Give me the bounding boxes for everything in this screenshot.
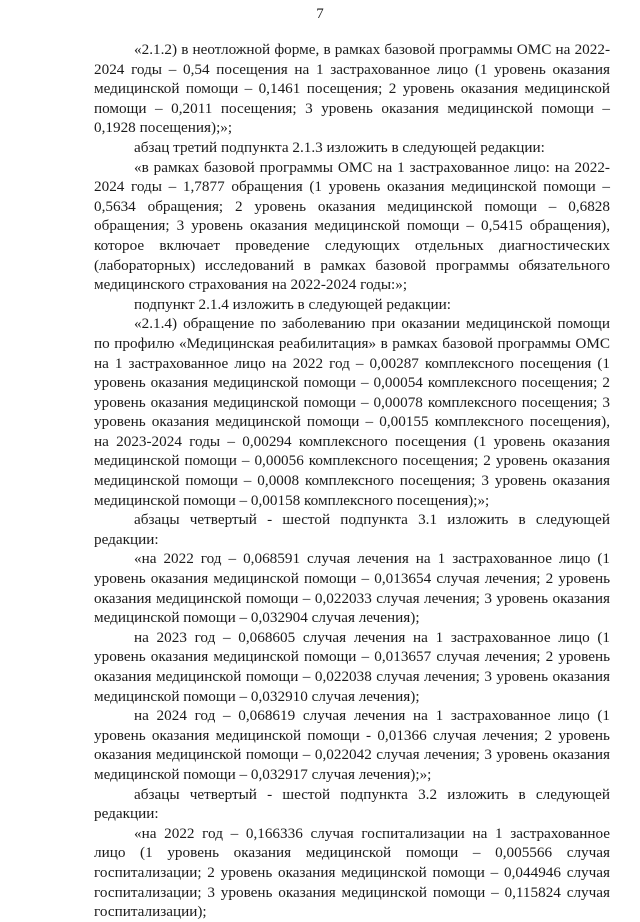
page-number: 7	[316, 6, 324, 22]
paragraph: «2.1.2) в неотложной форме, в рамках базовой программы ОМС на 2022-2024 годы – 0,54 посещения на 1 застрахованное лицо (1 уровень оказания медицинской помощи – 0,1461 посещения; 2 уровень оказания медицинской помощи – 0,2011 посещения; 3 уровень оказания медицинской помощи – 0,1928 посещения);»;	[94, 41, 610, 137]
paragraph: абзацы четвертый - шестой подпункта 3.2 изложить в следующей редакции:	[94, 785, 610, 823]
paragraph: «в рамках базовой программы ОМС на 1 застрахованное лицо: на 2022-2024 годы – 1,7877 обращения (1 уровень оказания медицинской помощи – 0,5634 обращения; 2 уровень оказания медицинской помощи – 0,6828 обращения; 3 уровень оказания медицинской помощи – 0,5415 обращения), которое включает проведение следующих отдельных диагностических (лабораторных) исследований в рамках базовой программы обязательного медицинского страхования на 2022-2024 годы:»;	[94, 158, 610, 294]
paragraph: абзац третий подпункта 2.1.3 изложить в следующей редакции:	[134, 138, 545, 156]
paragraph: подпункт 2.1.4 изложить в следующей редакции:	[134, 295, 451, 313]
paragraph: на 2024 год – 0,068619 случая лечения на 1 застрахованное лицо (1 уровень оказания медицинской помощи - 0,01366 случая лечения; 2 уровень оказания медицинской помощи – 0,022042 случая лечения; 3 уровень оказания медицинской помощи – 0,032917 случая лечения);»;	[94, 707, 610, 783]
paragraph: «на 2022 год – 0,068591 случая лечения на 1 застрахованное лицо (1 уровень оказания медицинской помощи – 0,013654 случая лечения; 2 уровень оказания медицинской помощи – 0,022033 случая лечения; 3 уровень оказания медицинской помощи – 0,032904 случая лечения);	[94, 550, 610, 627]
paragraph: абзацы четвертый - шестой подпункта 3.1 изложить в следующей редакции:	[94, 511, 610, 548]
paragraph: «2.1.4) обращение по заболеванию при оказании медицинской помощи по профилю «Медицинская реабилитация» в рамках базовой программы ОМС на 1 застрахованное лицо на 2022 год – 0,00287 комплексного посещения (1 уровень оказания медицинской помощи – 0,00054 комплексного посещения; 2 уровень оказания медицинской помощи – 0,00078 комплексного посещения; 3 уровень оказания медицинской помощи – 0,00155 комплексного посещения), на 2023-2024 годы – 0,00294 комплексного посещения (1 уровень оказания медицинской помощи – 0,00056 комплексного посещения; 2 уровень оказания медицинской помощи – 0,0008 комплексного посещения; 3 уровень оказания медицинской помощи – 0,00158 комплексного посещения);»;	[94, 315, 610, 509]
paragraph: «на 2022 год – 0,166336 случая госпитализации на 1 застрахованное лицо (1 уровень оказания медицинской помощи – 0,005566 случая госпитализации; 2 уровень оказания медицинской помощи – 0,044946 случая госпитализации; 3 уровень оказания медицинской помощи – 0,115824 случая госпитализации);	[94, 824, 610, 921]
paragraph: на 2023 год – 0,068605 случая лечения на 1 застрахованное лицо (1 уровень оказания медицинской помощи – 0,013657 случая лечения; 2 уровень оказания медицинской помощи – 0,022038 случая лечения; 3 уровень оказания медицинской помощи – 0,032910 случая лечения);	[94, 628, 610, 705]
document-body	[94, 40, 610, 922]
